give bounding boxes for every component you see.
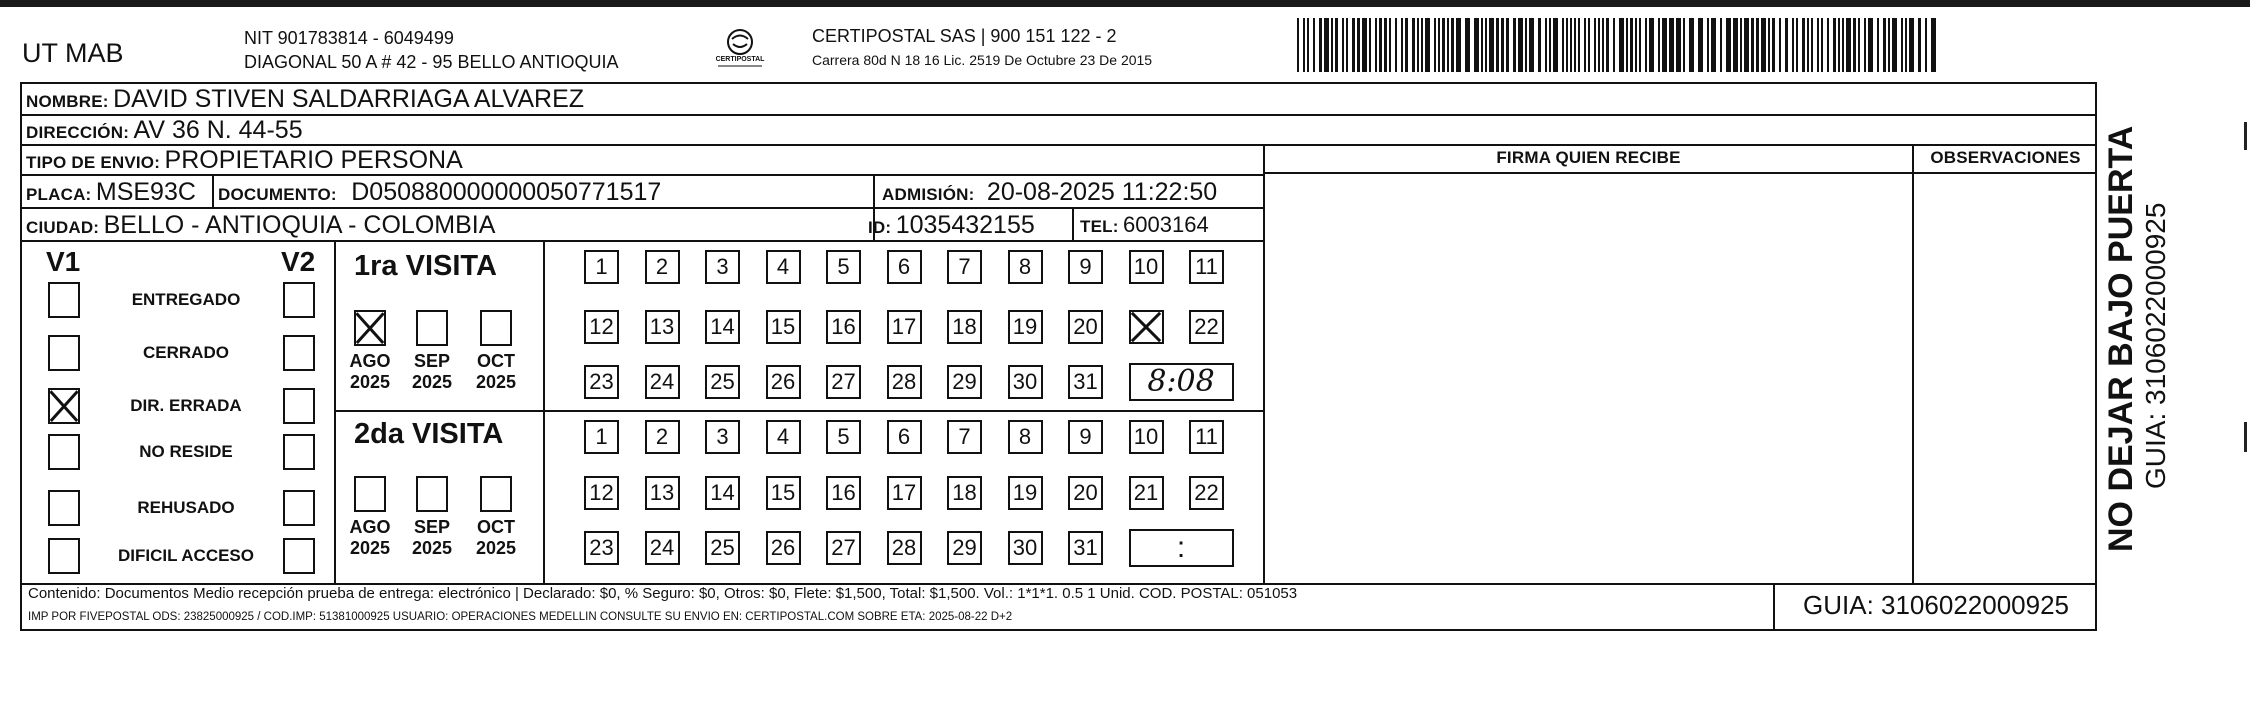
id-row [868, 209, 1035, 241]
day-box[interactable]: 1 [584, 250, 619, 284]
day-box[interactable]: 10 [1129, 250, 1164, 284]
day-box[interactable]: 7 [947, 420, 982, 454]
month-name: SEP [413, 351, 451, 371]
day-box[interactable]: 28 [887, 531, 922, 565]
month-year: 2025 [475, 538, 517, 558]
month-name: OCT [477, 351, 515, 371]
status-v2-checkbox[interactable] [283, 388, 315, 424]
placa-value: MSE93C [95, 178, 196, 206]
status-label: DIR. ERRADA [130, 396, 242, 415]
footer-line1: Contenido: Documentos Medio recepción prueba de entrega: electrónico | Declarado: $0, % Seguro: $0, Otros: $0, Flete: $1,500, Total: $1,500. Vol.: 1*1*1. 0.5 1 Unid. COD. POSTAL: 051053 [28, 585, 1298, 602]
certipostal-logo [712, 26, 768, 72]
day-box[interactable]: 16 [826, 310, 861, 344]
day-box[interactable]: 1 [584, 420, 619, 454]
day-box[interactable]: 2 [645, 420, 680, 454]
day-box[interactable]: 26 [766, 365, 801, 399]
month-label [345, 517, 395, 559]
month-label [345, 351, 395, 393]
day-box[interactable]: 24 [645, 365, 680, 399]
company-address: DIAGONAL 50 A # 42 - 95 BELLO ANTIOQUIA [244, 52, 619, 72]
day-box[interactable]: 3 [705, 420, 740, 454]
side-warning: NO DEJAR BAJO PUERTA [2102, 125, 2140, 552]
v1-header: V1 [46, 246, 81, 277]
status-v2-checkbox[interactable] [283, 434, 315, 470]
tel-value: 6003164 [1123, 212, 1209, 237]
col-line [1912, 144, 1914, 583]
status-v1-checkbox[interactable] [48, 388, 80, 424]
month-name: AGO [349, 351, 391, 371]
nombre-row [26, 84, 584, 114]
day-box[interactable]: 13 [645, 476, 680, 510]
month-year: 2025 [349, 372, 391, 392]
ciudad-row [26, 209, 495, 241]
visit-time-field[interactable]: : [1129, 529, 1234, 567]
day-box[interactable]: 15 [766, 476, 801, 510]
day-box[interactable]: 19 [1008, 310, 1043, 344]
visit2-title: 2da VISITA [354, 418, 504, 450]
day-box[interactable]: 15 [766, 310, 801, 344]
direccion-row [26, 115, 303, 145]
day-box[interactable]: 22 [1189, 476, 1224, 510]
day-box[interactable]: 18 [947, 476, 982, 510]
status-label: DIFICIL ACCESO [117, 546, 254, 565]
day-box[interactable]: 27 [826, 365, 861, 399]
month-checkbox[interactable] [480, 310, 512, 346]
footer-line2: IMP POR FIVEPOSTAL ODS: 23825000925 / COD.IMP: 51381000925 USUARIO: OPERACIONES MEDELLIN CONSULTE SU ENVIO EN: CERTIPOSTAL.COM SOBRE ETA: 2025-08-22 D+2 [28, 611, 1013, 623]
day-box[interactable]: 10 [1129, 420, 1164, 454]
tel-label: TEL: [1080, 217, 1119, 236]
day-box[interactable]: 28 [887, 365, 922, 399]
carrier-name: CERTIPOSTAL SAS | 900 151 122 - 2 [812, 26, 1117, 46]
status-label: CERRADO [143, 343, 229, 362]
month-name: SEP [413, 517, 451, 537]
observaciones-header: OBSERVACIONES [1930, 148, 2081, 167]
row-line [1263, 172, 2097, 174]
placa-label: PLACA: [26, 185, 92, 204]
row-line [20, 114, 2097, 116]
day-box[interactable]: 25 [705, 365, 740, 399]
status-v1-checkbox[interactable] [48, 538, 80, 574]
month-checkbox[interactable] [416, 310, 448, 346]
day-box[interactable]: 13 [645, 310, 680, 344]
carrier-license: Carrera 80d N 18 16 Lic. 2519 De Octubre 23 De 2015 [812, 52, 1153, 68]
col-line [212, 174, 214, 207]
month-name: AGO [349, 517, 391, 537]
month-checkbox[interactable] [354, 310, 386, 346]
status-v2-checkbox[interactable] [283, 538, 315, 574]
status-v1-checkbox[interactable] [48, 335, 80, 371]
status-v1-checkbox[interactable] [48, 434, 80, 470]
scan-edge [0, 0, 2250, 7]
status-label: REHUSADO [137, 498, 235, 517]
v2-header: V2 [281, 246, 316, 277]
day-box[interactable]: 17 [887, 476, 922, 510]
status-label: NO RESIDE [139, 442, 233, 461]
tipo-row [26, 145, 463, 175]
day-box[interactable]: 5 [826, 420, 861, 454]
placa-row [26, 176, 196, 208]
id-label: ID: [868, 218, 892, 237]
status-v2-checkbox[interactable] [283, 282, 315, 318]
day-box[interactable]: 14 [705, 476, 740, 510]
day-box[interactable]: 4 [766, 250, 801, 284]
nombre-value: DAVID STIVEN SALDARRIAGA ALVAREZ [113, 85, 585, 113]
day-box[interactable]: 6 [887, 420, 922, 454]
side-guia: GUIA: 3106022000925 [2140, 202, 2171, 489]
logo-text: CERTIPOSTAL [715, 56, 765, 63]
day-box[interactable]: 30 [1008, 531, 1043, 565]
visit-time-field[interactable]: 8:08 [1129, 363, 1234, 401]
month-year: 2025 [475, 372, 517, 392]
col-line [1072, 207, 1074, 240]
day-box[interactable]: 12 [584, 476, 619, 510]
day-box[interactable]: 14 [705, 310, 740, 344]
day-box[interactable]: 2 [645, 250, 680, 284]
month-checkbox[interactable] [480, 476, 512, 512]
month-checkbox[interactable] [416, 476, 448, 512]
status-label: ENTREGADO [131, 290, 241, 309]
day-box[interactable]: 29 [947, 365, 982, 399]
status-v1-checkbox[interactable] [48, 282, 80, 318]
day-box[interactable]: 24 [645, 531, 680, 565]
month-label [471, 351, 521, 393]
day-box[interactable]: 23 [584, 365, 619, 399]
day-box[interactable]: 7 [947, 250, 982, 284]
company-nit: NIT 901783814 - 6049499 [244, 28, 454, 48]
day-box[interactable]: 26 [766, 531, 801, 565]
month-year: 2025 [411, 538, 453, 558]
month-label [407, 351, 457, 393]
day-box[interactable]: 17 [887, 310, 922, 344]
day-box[interactable]: 16 [826, 476, 861, 510]
footer-guia: GUIA: 3106022000925 [1803, 590, 2069, 620]
company-name: UT MAB [22, 38, 124, 68]
admision-row [882, 176, 1217, 208]
day-box[interactable]: 3 [705, 250, 740, 284]
day-box[interactable]: 27 [826, 531, 861, 565]
month-label [407, 517, 457, 559]
ciudad-label: CIUDAD: [26, 218, 100, 237]
month-year: 2025 [349, 538, 391, 558]
id-value: 1035432155 [895, 211, 1035, 239]
documento-row [218, 176, 661, 208]
day-box[interactable]: 11 [1189, 250, 1224, 284]
documento-label: DOCUMENTO: [218, 185, 337, 204]
day-box[interactable]: 22 [1189, 310, 1224, 344]
day-box[interactable]: 21 [1129, 476, 1164, 510]
visit1-title: 1ra VISITA [354, 250, 497, 282]
admision-label: ADMISIÓN: [882, 185, 975, 204]
day-box[interactable]: 19 [1008, 476, 1043, 510]
day-box[interactable]: 25 [705, 531, 740, 565]
day-box[interactable]: 18 [947, 310, 982, 344]
month-label [471, 517, 521, 559]
day-box[interactable]: 20 [1068, 476, 1103, 510]
ciudad-value: BELLO - ANTIOQUIA - COLOMBIA [103, 211, 496, 239]
firma-header: FIRMA QUIEN RECIBE [1496, 148, 1681, 167]
row-line [334, 410, 1263, 412]
day-box[interactable]: 6 [887, 250, 922, 284]
day-box[interactable]: 31 [1068, 365, 1103, 399]
direccion-label: DIRECCIÓN: [26, 123, 130, 142]
direccion-value: AV 36 N. 44-55 [133, 116, 303, 144]
right-edge-mark [2244, 422, 2247, 452]
documento-value: D050880000000050771517 [351, 178, 662, 206]
day-box[interactable]: 5 [826, 250, 861, 284]
month-name: OCT [477, 517, 515, 537]
status-v1-checkbox[interactable] [48, 490, 80, 526]
right-edge-mark [2244, 122, 2247, 150]
admision-value: 20-08-2025 11:22:50 [986, 178, 1218, 206]
col-line [1263, 144, 1265, 583]
day-box[interactable]: 23 [584, 531, 619, 565]
day-box[interactable]: 9 [1068, 420, 1103, 454]
day-box[interactable]: 29 [947, 531, 982, 565]
day-box[interactable]: 20 [1068, 310, 1103, 344]
day-box[interactable]: 11 [1189, 420, 1224, 454]
barcode [1297, 18, 1937, 72]
month-checkbox[interactable] [354, 476, 386, 512]
status-v2-checkbox[interactable] [283, 490, 315, 526]
day-box[interactable]: 8 [1008, 250, 1043, 284]
month-year: 2025 [411, 372, 453, 392]
status-v2-checkbox[interactable] [283, 335, 315, 371]
day-box[interactable]: 4 [766, 420, 801, 454]
tipo-value: PROPIETARIO PERSONA [164, 146, 463, 174]
tel-row [1080, 209, 1209, 241]
tipo-label: TIPO DE ENVIO: [26, 153, 161, 172]
day-box[interactable]: 9 [1068, 250, 1103, 284]
day-box[interactable]: 12 [584, 310, 619, 344]
day-box[interactable]: 30 [1008, 365, 1043, 399]
day-box[interactable] [1129, 310, 1164, 344]
nombre-label: NOMBRE: [26, 92, 109, 111]
day-box[interactable]: 31 [1068, 531, 1103, 565]
day-box[interactable]: 8 [1008, 420, 1043, 454]
